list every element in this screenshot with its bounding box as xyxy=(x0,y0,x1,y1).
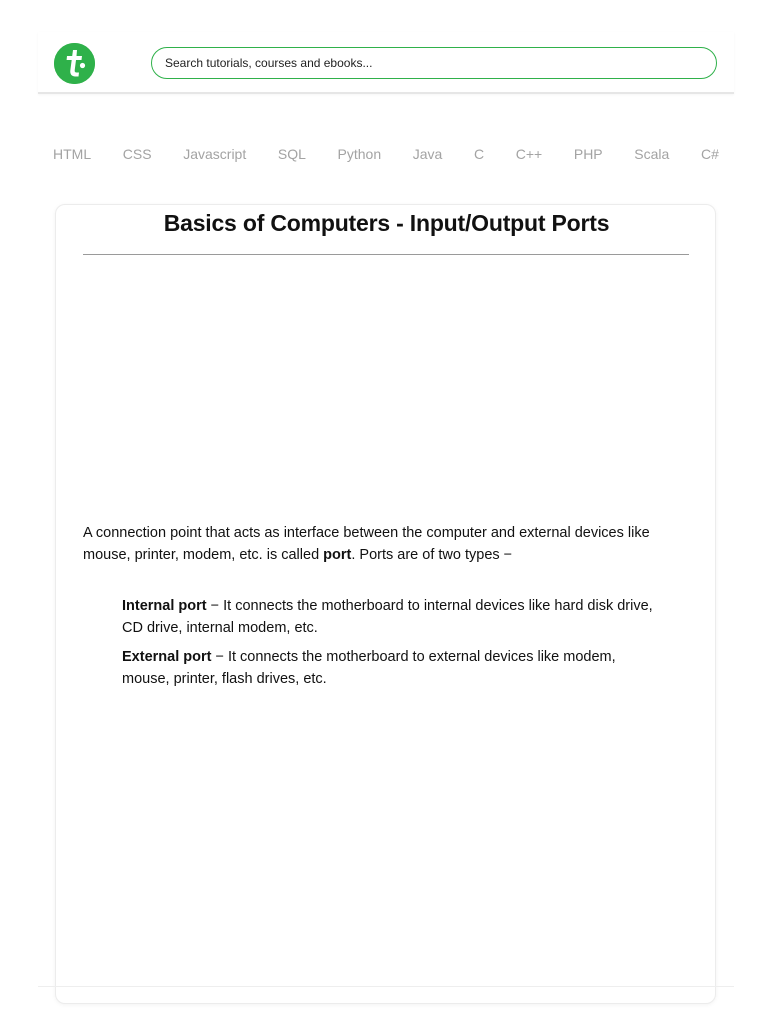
port-types-list xyxy=(122,595,662,697)
search-input[interactable] xyxy=(151,47,717,79)
list-item-external-port xyxy=(122,646,662,690)
port-description: − It connects the motherboard to internal devices like hard disk drive, CD drive, internal modem, etc. xyxy=(122,598,653,636)
nav-item-csharp[interactable]: C# xyxy=(700,146,719,162)
intro-bold-term: port xyxy=(323,547,352,563)
title-divider xyxy=(83,254,689,255)
nav-item-html[interactable]: HTML xyxy=(53,146,92,162)
port-description: − It connects the motherboard to external devices like modem, mouse, printer, flash drives, etc. xyxy=(122,649,616,687)
article-card xyxy=(55,204,716,1004)
site-header xyxy=(38,32,734,94)
nav-item-css[interactable]: CSS xyxy=(122,146,152,162)
page-title: Basics of Computers - Input/Output Ports xyxy=(163,210,610,236)
tutorialspoint-logo-icon[interactable] xyxy=(54,43,95,84)
topic-nav xyxy=(38,144,734,166)
nav-item-java[interactable]: Java xyxy=(412,146,443,162)
list-item-internal-port xyxy=(122,595,662,639)
port-term: External port xyxy=(122,649,212,665)
nav-item-sql[interactable]: SQL xyxy=(277,146,306,162)
blank-ad-space xyxy=(83,269,689,509)
intro-text-part2: . Ports are of two types − xyxy=(351,547,513,563)
nav-item-c[interactable]: C xyxy=(473,146,485,162)
nav-item-scala[interactable]: Scala xyxy=(634,146,670,162)
nav-item-python[interactable]: Python xyxy=(337,146,382,162)
port-term: Internal port xyxy=(122,598,207,614)
intro-paragraph xyxy=(83,522,653,566)
logo-glyph xyxy=(54,43,95,84)
footer-divider xyxy=(38,986,734,987)
intro-text-part1: A connection point that acts as interface between the computer and external devices like mouse, printer, modem, etc. is called xyxy=(83,525,650,563)
nav-item-javascript[interactable]: Javascript xyxy=(183,146,247,162)
nav-item-cpp[interactable]: C++ xyxy=(515,146,543,162)
nav-item-php[interactable]: PHP xyxy=(573,146,603,162)
